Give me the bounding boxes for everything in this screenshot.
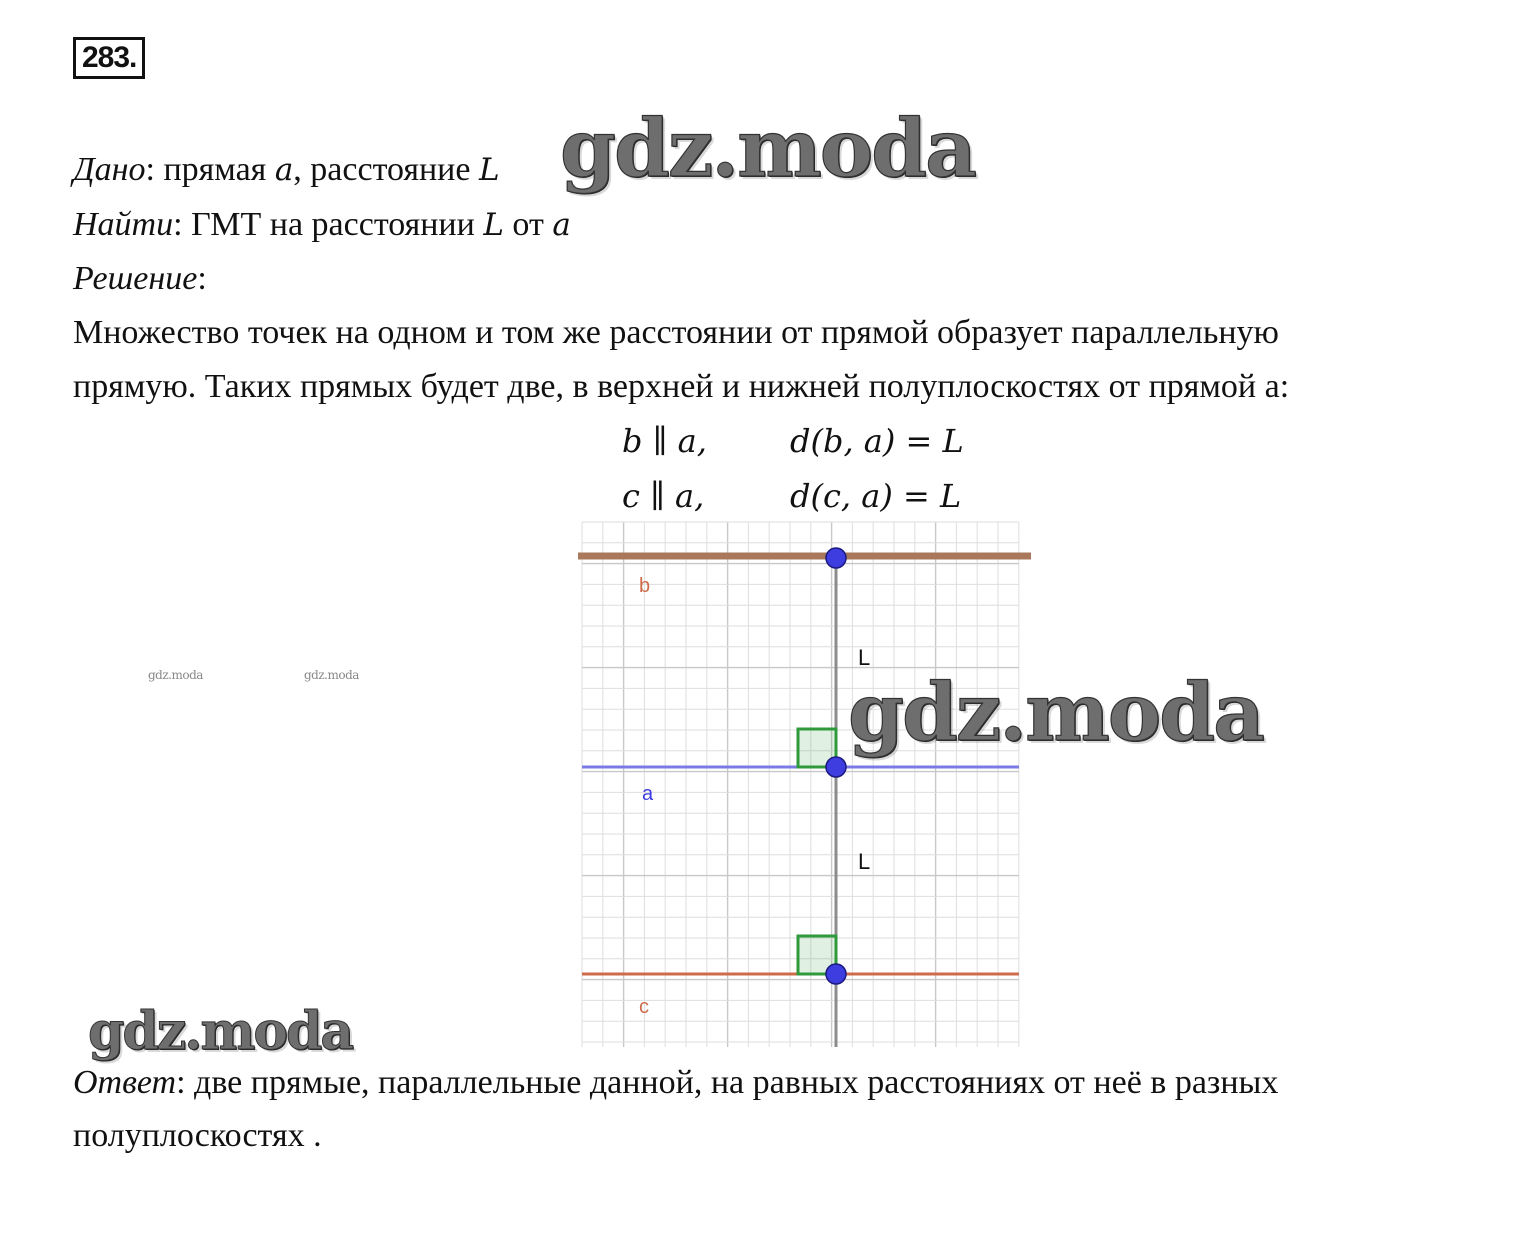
find-label: Найти [73,206,174,243]
given-var-a: a [274,152,294,188]
find-separator: : [173,206,192,243]
find-line [73,205,571,245]
task-number-text: 283. [82,41,137,74]
answer-separator: : [176,1064,195,1101]
given-var-L: L [478,152,500,188]
distance-label-upper: L [858,645,871,670]
answer-line-2: полуплоскостях . [73,1117,322,1154]
find-var-L: L [483,207,504,243]
solution-line-2: прямую. Таких прямых будет две, в верхней и нижней полуплоскостях от прямой a: [73,368,1290,405]
formula-c-parallel: c ∥ a, [622,477,705,515]
watermark-bottom-left: gdz.moda [88,1001,353,1062]
point-on-b [826,548,846,568]
find-var-a: a [552,207,571,243]
find-text-from: от [503,206,553,243]
watermark-diagram: gdz.moda [848,665,1263,759]
given-label: Дано [73,151,146,188]
watermark-small-2: gdz.moda [304,668,359,682]
point-on-a [826,757,846,777]
formula-b-parallel: b ∥ a, [622,422,707,460]
answer-label: Ответ [73,1064,177,1101]
given-text-line: прямая [163,151,275,188]
watermark-top: gdz.moda [560,101,975,195]
line-b-label: b [639,575,651,597]
line-a-label: a [642,783,654,805]
task-number [73,37,145,79]
formula-c-distance: d(c, a) = L [790,477,962,515]
line-c-label: c [639,996,649,1018]
given-line [73,150,500,190]
point-on-c [826,964,846,984]
answer-line-1 [73,1063,1278,1103]
given-text-distance: , расстояние [293,151,479,188]
formula-b-distance: d(b, a) = L [790,422,964,460]
solution-separator: : [197,260,207,297]
find-text-locus: ГМТ на расстоянии [191,206,484,243]
distance-label-lower: L [858,849,871,874]
answer-text-1: две прямые, параллельные данной, на равных расстояниях от неё в разных [194,1064,1279,1101]
solution-line-1: Множество точек на одном и том же расстоянии от прямой образует параллельную [73,314,1279,351]
watermark-small-1: gdz.moda [148,668,203,682]
given-separator: : [145,151,164,188]
solution-label: Решение [73,260,198,297]
solution-heading [73,259,207,299]
parallel-lines-diagram [575,520,1035,1050]
